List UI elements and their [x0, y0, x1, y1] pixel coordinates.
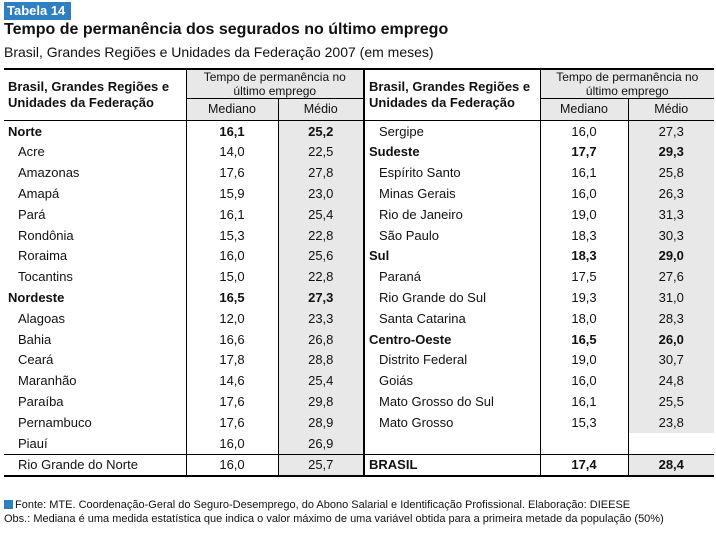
mediano-value: 18,3 [540, 246, 628, 267]
table-row [4, 433, 714, 454]
medio-value: 25,4 [278, 370, 364, 391]
region-name: Roraima [18, 248, 68, 264]
region-name: Sergipe [364, 120, 540, 141]
region-name: Santa Catarina [364, 308, 540, 329]
medio-value: 25,4 [278, 204, 364, 225]
region-name: Espírito Santo [364, 162, 540, 183]
mediano-value: 16,5 [540, 329, 628, 350]
region-name: Paraíba [18, 394, 64, 410]
empty-cell [628, 433, 714, 454]
region-name: Sudeste [364, 142, 540, 163]
table-row [4, 162, 714, 183]
medio-value: 23,0 [278, 183, 364, 204]
table-row [4, 308, 714, 329]
region-name: Tocantins [18, 269, 73, 285]
region-name: Paraná [364, 266, 540, 287]
mediano-value: 19,0 [540, 350, 628, 371]
table-number-tag: Tabela 14 [4, 2, 71, 20]
region-name: Alagoas [18, 310, 65, 326]
medio-value: 26,0 [628, 329, 714, 350]
medio-value: 23,8 [628, 412, 714, 433]
medio-value: 22,8 [278, 225, 364, 246]
medio-value: 24,8 [628, 370, 714, 391]
table-row [4, 142, 714, 163]
mediano-value: 16,0 [186, 454, 278, 476]
region-name: Nordeste [8, 290, 65, 306]
mediano-value: 16,0 [186, 433, 278, 454]
medio-value: 26,8 [278, 329, 364, 350]
medio-value: 28,8 [278, 350, 364, 371]
header-region-right: Brasil, Grandes Regiões e Unidades da Federação [364, 69, 540, 120]
table-row [4, 183, 714, 204]
region-name: Amazonas [18, 165, 80, 181]
medio-value: 26,9 [278, 433, 364, 454]
total-medio: 28,4 [628, 454, 714, 476]
medio-value: 31,0 [628, 287, 714, 308]
medio-value: 31,3 [628, 204, 714, 225]
region-name: Norte [8, 123, 42, 139]
region-name: Amapá [18, 186, 60, 202]
mediano-value: 15,9 [186, 183, 278, 204]
mediano-value: 12,0 [186, 308, 278, 329]
medio-value: 25,8 [628, 162, 714, 183]
region-name: São Paulo [364, 225, 540, 246]
empty-cell [364, 433, 540, 454]
region-name: Rio Grande do Sul [364, 287, 540, 308]
obs-note: Obs.: Mediana é uma medida estatística que indica o valor máximo de uma variável obtida para a primeira metade da população (50%) [4, 513, 664, 525]
table-row [4, 370, 714, 391]
medio-value: 25,7 [278, 454, 364, 476]
mediano-value: 18,3 [540, 225, 628, 246]
header-group-right: Tempo de permanência no último emprego [540, 69, 714, 99]
medio-value: 22,5 [278, 142, 364, 163]
table-row [4, 246, 714, 267]
header-group-left: Tempo de permanência no último emprego [186, 69, 364, 99]
region-name: Piauí [18, 435, 48, 451]
header-mediano-left: Mediano [186, 99, 278, 121]
medio-value: 27,6 [628, 266, 714, 287]
header-medio-right: Médio [628, 99, 714, 121]
region-name: Distrito Federal [364, 350, 540, 371]
header-medio-left: Médio [278, 99, 364, 121]
region-name: Sul [364, 246, 540, 267]
table-row [4, 287, 714, 308]
mediano-value: 17,6 [186, 391, 278, 412]
mediano-value: 16,0 [540, 120, 628, 141]
page-subtitle: Brasil, Grandes Regiões e Unidades da Federação 2007 (em meses) [4, 44, 434, 60]
medio-value: 25,5 [628, 391, 714, 412]
region-name: Pernambuco [18, 414, 92, 430]
page-title: Tempo de permanência dos segurados no último emprego [4, 21, 449, 38]
medio-value: 29,3 [628, 142, 714, 163]
footnotes [4, 498, 664, 526]
medio-value: 29,8 [278, 391, 364, 412]
mediano-value: 17,7 [540, 142, 628, 163]
mediano-value: 16,1 [540, 391, 628, 412]
medio-value: 30,7 [628, 350, 714, 371]
source-text: Fonte: MTE. Coordenação-Geral do Seguro-Desemprego, do Abono Salarial e Identificação Profissional. Elaboração: DIEESE [15, 499, 631, 511]
empty-cell [540, 433, 628, 454]
medio-value: 26,3 [628, 183, 714, 204]
medio-value: 22,8 [278, 266, 364, 287]
mediano-value: 19,0 [540, 204, 628, 225]
table-body [4, 120, 714, 476]
medio-value: 23,3 [278, 308, 364, 329]
region-name: Ceará [18, 352, 54, 368]
mediano-value: 17,6 [186, 412, 278, 433]
total-name: BRASIL [364, 454, 540, 476]
region-name: Rio Grande do Norte [4, 454, 186, 476]
mediano-value: 16,1 [186, 120, 278, 141]
medio-value: 25,6 [278, 246, 364, 267]
table-row [4, 225, 714, 246]
mediano-value: 16,1 [186, 204, 278, 225]
mediano-value: 17,6 [186, 162, 278, 183]
mediano-value: 16,0 [540, 370, 628, 391]
header-region-left: Brasil, Grandes Regiões e Unidades da Federação [4, 69, 186, 120]
table-row [4, 266, 714, 287]
medio-value: 27,3 [278, 287, 364, 308]
medio-value: 30,3 [628, 225, 714, 246]
table-row [4, 329, 714, 350]
region-name: Rondônia [18, 227, 74, 243]
mediano-value: 17,8 [186, 350, 278, 371]
medio-value: 27,3 [628, 120, 714, 141]
medio-value: 29,0 [628, 246, 714, 267]
region-name: Mato Grosso do Sul [364, 391, 540, 412]
mediano-value: 17,5 [540, 266, 628, 287]
medio-value: 28,9 [278, 412, 364, 433]
region-name: Bahia [18, 331, 52, 347]
mediano-value: 15,0 [186, 266, 278, 287]
region-name: Mato Grosso [364, 412, 540, 433]
mediano-value: 14,6 [186, 370, 278, 391]
medio-value: 28,3 [628, 308, 714, 329]
mediano-value: 16,0 [540, 183, 628, 204]
mediano-value: 19,3 [540, 287, 628, 308]
region-name: Minas Gerais [364, 183, 540, 204]
mediano-value: 18,0 [540, 308, 628, 329]
data-table [4, 68, 714, 477]
table-row [4, 120, 714, 141]
mediano-value: 16,5 [186, 287, 278, 308]
table-row [4, 454, 714, 476]
mediano-value: 16,0 [186, 246, 278, 267]
region-name: Centro-Oeste [364, 329, 540, 350]
medio-value: 27,8 [278, 162, 364, 183]
mediano-value: 15,3 [540, 412, 628, 433]
header-mediano-right: Mediano [540, 99, 628, 121]
region-name: Rio de Janeiro [364, 204, 540, 225]
table-row [4, 412, 714, 433]
source-marker-icon [4, 500, 13, 509]
source-note [4, 498, 664, 512]
mediano-value: 15,3 [186, 225, 278, 246]
table-row [4, 350, 714, 371]
table-row [4, 391, 714, 412]
region-name: Acre [18, 144, 45, 160]
total-mediano: 17,4 [540, 454, 628, 476]
mediano-value: 14,0 [186, 142, 278, 163]
region-name: Maranhão [18, 373, 77, 389]
region-name: Goiás [364, 370, 540, 391]
mediano-value: 16,1 [540, 162, 628, 183]
table-row [4, 204, 714, 225]
region-name: Pará [18, 206, 46, 222]
medio-value: 25,2 [278, 120, 364, 141]
mediano-value: 16,6 [186, 329, 278, 350]
